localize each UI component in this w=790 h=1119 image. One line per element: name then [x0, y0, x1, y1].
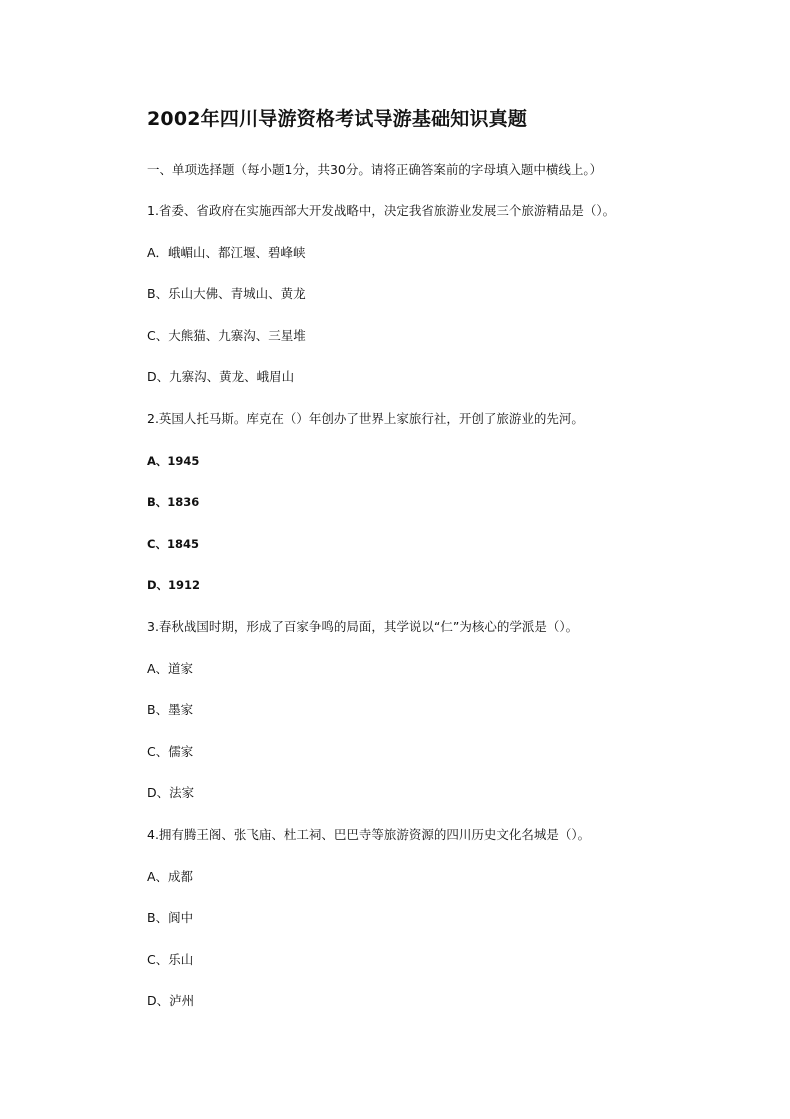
answer-option: B、1836 — [147, 495, 200, 509]
answer-option: A、1945 — [147, 454, 200, 468]
answer-option: B、乐山大佛、青城山、黄龙 — [147, 286, 306, 301]
question-stem: 1.省委、省政府在实施西部大开发战略中，决定我省旅游业发展三个旅游精品是（）。 — [147, 203, 616, 218]
answer-option: C、儒家 — [147, 744, 194, 759]
answer-option: A、道家 — [147, 661, 194, 676]
section-header: 一、单项选择题（每小题1分，共30分。请将正确答案前的字母填入题中横线上。） — [147, 162, 603, 177]
question-stem: 2.英国人托马斯。库克在（）年创办了世界上家旅行社，开创了旅游业的先河。 — [147, 411, 584, 426]
page-title: 2002年四川导游资格考试导游基础知识真题 — [147, 108, 528, 130]
answer-option: B、墨家 — [147, 702, 194, 717]
answer-option: C、大熊猫、九寨沟、三星堆 — [147, 328, 306, 343]
answer-option: C、乐山 — [147, 952, 194, 967]
answer-option: D、九寨沟、黄龙、峨眉山 — [147, 369, 295, 384]
question-stem: 3.春秋战国时期，形成了百家争鸣的局面，其学说以“仁”为核心的学派是（）。 — [147, 619, 579, 634]
answer-option: B、阆中 — [147, 910, 194, 925]
answer-option: D、法家 — [147, 785, 195, 800]
answer-option: C、1845 — [147, 537, 199, 551]
answer-option: D、泸州 — [147, 993, 195, 1008]
question-stem: 4.拥有腾王阁、张飞庙、杜工祠、巴巴寺等旅游资源的四川历史文化名城是（）。 — [147, 827, 591, 842]
answer-option: D、1912 — [147, 578, 201, 592]
answer-option: A．峨嵋山、都江堰、碧峰峡 — [147, 245, 306, 260]
answer-option: A、成都 — [147, 869, 194, 884]
